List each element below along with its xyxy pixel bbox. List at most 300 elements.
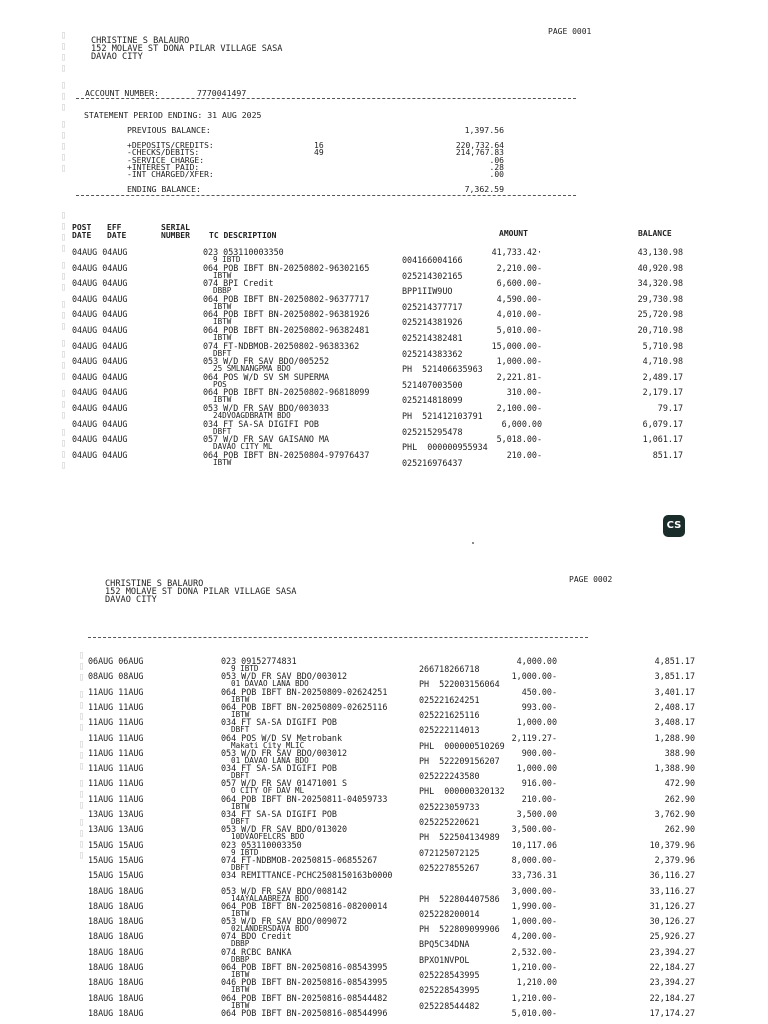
- transaction-reference: 004166004166: [402, 255, 463, 265]
- transaction-subcode: 10DVAOFELCRS BDO: [231, 832, 305, 842]
- transaction-subcode: POS: [213, 379, 227, 389]
- header-eff-date: EFF DATE: [107, 223, 127, 240]
- transaction-balance: 1,288.90: [654, 732, 695, 743]
- table-row: [0, 657, 768, 672]
- header-serial-number: SERIAL NUMBER: [161, 223, 190, 240]
- transaction-description: 064 POB IBFT BN-20250816-08200014: [221, 900, 388, 911]
- transaction-subcode: IBTW: [213, 395, 232, 405]
- transaction-dates: 04AUG 04AUG: [72, 340, 128, 351]
- summary-label: +INTEREST PAID:: [127, 162, 200, 172]
- address-street: 152 MOLAVE ST DONA PILAR VILLAGE SASA: [91, 44, 283, 54]
- transaction-balance: 22,184.27: [649, 992, 695, 1003]
- transaction-dates: 13AUG 13AUG: [88, 809, 144, 819]
- transaction-subcode: 01 DAVAO LANA BDO: [231, 755, 309, 765]
- transaction-reference: PH 521412103791: [402, 411, 483, 421]
- summary-amount: .06: [489, 155, 504, 165]
- header-balance: BALANCE: [638, 229, 672, 238]
- transaction-subcode: 25 SMLNANGPMA BDO: [213, 364, 291, 374]
- transaction-balance: 33,116.27: [649, 885, 695, 896]
- transaction-subcode: DBFT: [231, 862, 250, 872]
- transaction-amount: 10,117.06: [511, 839, 557, 850]
- transaction-subcode: IBTW: [231, 985, 250, 995]
- transaction-amount: 41,733.42·: [491, 247, 542, 257]
- table-row: [0, 902, 768, 917]
- transaction-dates: 04AUG 04AUG: [72, 387, 128, 398]
- address-city: DAVAO CITY: [91, 52, 143, 62]
- transaction-balance: 2,489.17: [642, 371, 683, 382]
- transaction-subcode: 14AYALAABREZA BDO: [231, 893, 309, 903]
- transaction-balance: 2,179.17: [642, 387, 683, 398]
- transaction-balance: 262.90: [664, 793, 695, 804]
- transaction-dates: 11AUG 11AUG: [88, 701, 144, 712]
- transaction-subcode: IBTW: [231, 694, 250, 704]
- transaction-amount: 15,000.00-: [491, 340, 542, 351]
- transaction-subcode: 01 DAVAO LANA BDO: [231, 679, 309, 689]
- header-tc-description: TC DESCRIPTION: [209, 231, 277, 240]
- transaction-dates: 04AUG 04AUG: [72, 418, 128, 429]
- transaction-reference: 521407003500: [402, 379, 463, 390]
- transaction-subcode: DBFT: [213, 426, 232, 436]
- header-amount: AMOUNT: [499, 229, 528, 238]
- transaction-reference: PHL 000000955934: [402, 442, 488, 453]
- table-row: [0, 871, 768, 886]
- address-city: DAVAO CITY: [105, 595, 157, 605]
- transaction-dates: 11AUG 11AUG: [88, 793, 144, 804]
- divider: [76, 195, 576, 196]
- transaction-description: 034 FT SA-SA DIGIFI POB: [221, 763, 337, 774]
- transaction-balance: 22,184.27: [649, 962, 695, 972]
- transaction-subcode: IBTW: [213, 457, 232, 467]
- page-number: PAGE 0002: [569, 575, 613, 584]
- table-row: [0, 841, 768, 856]
- summary-amount: 214,767.83: [455, 148, 504, 158]
- transaction-balance: 2,408.17: [654, 701, 695, 712]
- transaction-dates: 04AUG 04AUG: [72, 262, 128, 273]
- transaction-balance: 34,320.98: [637, 278, 683, 289]
- transaction-subcode: 9 IBTD: [213, 255, 241, 264]
- transaction-balance: 40,920.98: [637, 262, 683, 273]
- transaction-amount: 4,590.00-: [496, 293, 542, 304]
- summary-label: -INT CHARGED/XFER:: [127, 170, 214, 180]
- transaction-amount: 2,210.00-: [496, 262, 542, 273]
- transaction-description: 064 POB IBFT BN-20250809-02625116: [221, 701, 388, 712]
- scan-margin-noise: ▯▯▯▯ ▯▯▯ ▯▯▯▯▯: [58, 30, 69, 175]
- transaction-balance: 30,126.27: [649, 916, 695, 927]
- transaction-balance: 388.90: [664, 747, 695, 758]
- transaction-dates: 11AUG 11AUG: [88, 686, 144, 697]
- table-row: [0, 703, 768, 718]
- table-row: [0, 749, 768, 764]
- table-row: [0, 387, 768, 406]
- transaction-balance: 262.90: [664, 824, 695, 835]
- transaction-description: 064 POB IBFT BN-20250802-96302165: [203, 262, 370, 273]
- transaction-balance: 79.17: [657, 403, 683, 413]
- transaction-description: 053 W/D FR SAV BDO/003012: [221, 747, 348, 758]
- table-row: [0, 451, 768, 466]
- summary-label: -CHECKS/DEBITS:: [127, 148, 200, 158]
- transaction-reference: 025215295478: [402, 426, 463, 437]
- transaction-description: 053 W/D FR SAV BDO/013020: [221, 824, 348, 835]
- page-number: PAGE 0001: [548, 27, 592, 36]
- scan-margin-noise: ▯▯▯▯ ▯▯▯ ▯▯▯ ▯▯▯▯ ▯▯▯ ▯▯▯▯: [58, 210, 69, 472]
- transaction-reference: 025214377717: [402, 301, 463, 312]
- transaction-dates: 18AUG 18AUG: [88, 992, 144, 1003]
- transaction-dates: 18AUG 18AUG: [88, 900, 144, 911]
- transaction-description: 064 POB IBFT BN-20250802-96377717: [203, 293, 370, 304]
- transaction-amount: 2,100.00-: [496, 403, 542, 413]
- transaction-dates: 13AUG 13AUG: [88, 824, 144, 835]
- table-row: [0, 373, 768, 388]
- transaction-dates: 18AUG 18AUG: [88, 931, 144, 942]
- transaction-dates: 15AUG 15AUG: [88, 854, 144, 865]
- transaction-dates: 18AUG 18AUG: [88, 946, 144, 957]
- transaction-balance: 6,079.17: [642, 418, 683, 429]
- transaction-balance: 3,851.17: [654, 671, 695, 682]
- transaction-subcode: DBFT: [231, 771, 250, 781]
- transaction-reference: PH 522809099906: [419, 924, 500, 935]
- transaction-reference: PH 522003156064: [419, 679, 500, 690]
- table-row: [0, 671, 768, 690]
- table-row: [0, 948, 768, 963]
- transaction-dates: 04AUG 04AUG: [72, 403, 128, 413]
- ending-balance: 7,362.59: [464, 184, 504, 194]
- transaction-description: 074 BPI Credit: [203, 278, 274, 289]
- transaction-reference: 025228543995: [419, 970, 480, 980]
- transaction-dates: 18AUG 18AUG: [88, 916, 144, 927]
- transaction-subcode: IBTW: [231, 970, 250, 979]
- transaction-reference: PHL 000000510269: [419, 740, 505, 751]
- transaction-amount: 3,000.00-: [511, 885, 557, 896]
- transaction-amount: 450.00-: [521, 686, 557, 697]
- transaction-reference: 025227855267: [419, 862, 480, 873]
- table-row: [0, 778, 768, 797]
- transaction-reference: BPXO1NVPOL: [419, 954, 470, 965]
- transaction-dates: 08AUG 08AUG: [88, 671, 144, 682]
- summary-amount: 220,732.64: [455, 141, 504, 150]
- transaction-dates: 04AUG 04AUG: [72, 356, 128, 367]
- transaction-description: 064 POB IBFT BN-20250802-96382481: [203, 325, 370, 335]
- transaction-description: 074 RCBC BANKA: [221, 946, 292, 957]
- transaction-dates: 11AUG 11AUG: [88, 747, 144, 758]
- transaction-balance: 17,174.27: [649, 1007, 695, 1018]
- transaction-description: 034 FT SA-SA DIGIFI POB: [203, 418, 319, 429]
- transaction-reference: 025216976437: [402, 457, 463, 468]
- transaction-amount: 310.00-: [506, 387, 542, 398]
- transaction-description: 064 POB IBFT BN-20250809-02624251: [221, 686, 388, 697]
- transaction-dates: 04AUG 04AUG: [72, 309, 128, 320]
- header-post-date: POST DATE: [72, 223, 92, 240]
- table-row: [0, 810, 768, 825]
- transaction-amount: 8,000.00-: [511, 854, 557, 865]
- transaction-amount: 6,600.00-: [496, 278, 542, 289]
- transaction-balance: 3,401.17: [654, 686, 695, 697]
- transaction-dates: 18AUG 18AUG: [88, 977, 144, 988]
- transaction-amount: 5,010.00-: [496, 325, 542, 335]
- transaction-amount: 1,000.00: [516, 763, 557, 774]
- transaction-amount: 1,000.00-: [511, 671, 557, 682]
- transaction-dates: 15AUG 15AUG: [88, 839, 144, 850]
- transaction-description: 064 POB IBFT BN-20250804-97976437: [203, 449, 370, 460]
- transaction-description: 034 FT SA-SA DIGIFI POB: [221, 717, 337, 728]
- statement-page-2: [0, 530, 768, 1024]
- transaction-amount: 1,000.00-: [511, 916, 557, 927]
- transaction-dates: 11AUG 11AUG: [88, 778, 144, 789]
- transaction-description: 064 POB IBFT BN-20250811-04059733: [221, 793, 388, 804]
- transaction-reference: 072125072125: [419, 847, 480, 858]
- statement-period: STATEMENT PERIOD ENDING: 31 AUG 2025: [84, 110, 262, 120]
- transaction-dates: 04AUG 04AUG: [72, 434, 128, 445]
- transaction-balance: 20,710.98: [637, 325, 683, 335]
- table-row: [0, 356, 768, 375]
- transaction-description: 074 BDO Credit: [221, 931, 292, 942]
- transaction-balance: 5,710.98: [642, 340, 683, 351]
- transaction-amount: 916.00-: [521, 778, 557, 789]
- table-row: [0, 420, 768, 435]
- transaction-amount: 5,018.00-: [496, 434, 542, 445]
- transaction-balance: 29,730.98: [637, 293, 683, 304]
- transaction-dates: 11AUG 11AUG: [88, 732, 144, 743]
- transaction-balance: 472.90: [664, 778, 695, 789]
- transaction-subcode: IBTW: [231, 1000, 250, 1010]
- transaction-amount: 993.00-: [521, 701, 557, 712]
- transaction-dates: 11AUG 11AUG: [88, 763, 144, 774]
- table-row: [0, 824, 768, 843]
- transaction-balance: 4,851.17: [654, 656, 695, 666]
- transaction-amount: 900.00-: [521, 747, 557, 758]
- transaction-balance: 36,116.27: [649, 870, 695, 881]
- transaction-description: 064 POB IBFT BN-20250816-08543995: [221, 962, 388, 972]
- table-row: [0, 309, 768, 328]
- transaction-reference: 025214383362: [402, 348, 463, 359]
- summary-amount: .00: [489, 170, 504, 180]
- transaction-dates: 06AUG 06AUG: [88, 656, 144, 666]
- transaction-balance: 3,408.17: [654, 717, 695, 728]
- transaction-reference: 025214382481: [402, 333, 463, 343]
- transaction-amount: 210.00-: [506, 449, 542, 460]
- transaction-subcode: DBFT: [231, 725, 250, 735]
- transaction-balance: 25,926.27: [649, 931, 695, 942]
- table-row: [0, 717, 768, 736]
- address-name: CHRISTINE S BALAURO: [105, 579, 204, 589]
- summary-label: +DEPOSITS/CREDITS:: [127, 141, 214, 150]
- transaction-reference: 025222114013: [419, 725, 480, 736]
- transaction-description: 046 POB IBFT BN-20250816-08543995: [221, 977, 388, 988]
- transaction-description: 023 09152774831: [221, 656, 297, 666]
- transaction-balance: 23,394.27: [649, 977, 695, 988]
- table-row: [0, 688, 768, 703]
- table-row: [0, 856, 768, 871]
- transaction-subcode: IBTW: [213, 333, 232, 342]
- transaction-description: 074 FT-NDBMOB-20250815-06855267: [221, 854, 378, 865]
- transaction-amount: 3,500.00: [516, 809, 557, 819]
- transaction-description: 053 W/D FR SAV BDO/005252: [203, 356, 330, 367]
- transaction-amount: 6,000.00: [501, 418, 542, 429]
- transaction-reference: PH 522504134989: [419, 832, 500, 843]
- transaction-amount: 210.00-: [521, 793, 557, 804]
- transaction-balance: 10,379.96: [649, 839, 695, 850]
- summary-count: 49: [314, 148, 324, 158]
- previous-balance-label: PREVIOUS BALANCE:: [127, 125, 211, 135]
- transaction-balance: 1,388.90: [654, 763, 695, 774]
- transaction-subcode: DBFT: [231, 817, 250, 826]
- transaction-subcode: 9 IBTD: [231, 847, 259, 857]
- previous-balance: 1,397.56: [464, 125, 504, 135]
- transaction-description: 074 FT-NDBMOB-20250802-96383362: [203, 340, 360, 351]
- transaction-reference: 025221624251: [419, 694, 480, 705]
- table-row: [0, 404, 768, 419]
- transaction-reference: 025228543995: [419, 985, 480, 996]
- transaction-reference: 025221625116: [419, 709, 480, 720]
- transaction-reference: 025228200014: [419, 908, 480, 919]
- transaction-reference: BPQ5C34DNA: [419, 939, 470, 950]
- transaction-description: 023 053110003350: [203, 247, 284, 257]
- transaction-reference: PH 522804407586: [419, 893, 500, 904]
- table-row: [0, 326, 768, 341]
- transaction-description: 064 POS W/D SV Metrobank: [221, 732, 343, 743]
- transaction-balance: 851.17: [652, 449, 683, 460]
- transaction-balance: 4,710.98: [642, 356, 683, 367]
- transaction-dates: 04AUG 04AUG: [72, 325, 128, 335]
- transaction-dates: 04AUG 04AUG: [72, 449, 128, 460]
- transaction-subcode: IBTW: [231, 908, 250, 918]
- transaction-subcode: 9 IBTD: [231, 664, 259, 673]
- table-row: [0, 734, 768, 749]
- transaction-reference: 025214818099: [402, 395, 463, 406]
- scan-margin-noise: ▯▯▯ ▯▯▯▯ ▯▯▯ ▯▯▯ ▯▯▯▯: [76, 650, 87, 862]
- transaction-description: 057 W/D FR SAV GAISANO MA: [203, 434, 330, 445]
- transaction-reference: BPP1IIW9UO: [402, 286, 453, 297]
- transaction-subcode: DBBP: [213, 286, 232, 296]
- transaction-subcode: DBBP: [231, 939, 250, 949]
- transaction-reference: 025214381926: [402, 317, 463, 328]
- table-row: [0, 963, 768, 978]
- transaction-balance: 25,720.98: [637, 309, 683, 320]
- table-row: [0, 916, 768, 935]
- transaction-reference: PH 522209156207: [419, 755, 500, 766]
- transaction-description: 053 W/D FR SAV BDO/008142: [221, 885, 348, 896]
- table-row: [0, 763, 768, 782]
- transaction-dates: 15AUG 15AUG: [88, 870, 144, 881]
- transaction-amount: 1,210.00-: [511, 962, 557, 972]
- transaction-subcode: DAVAO CITY ML: [213, 442, 273, 452]
- transaction-subcode: 02LANDERSDAVA BDO: [231, 924, 309, 934]
- transaction-reference: 025228544482: [419, 1000, 480, 1011]
- transaction-description: 064 POS W/D SV SM SUPERMA: [203, 371, 330, 382]
- transaction-dates: 04AUG 04AUG: [72, 247, 128, 257]
- transaction-subcode: 24DVOAGDBRATM BDO: [213, 411, 291, 420]
- transaction-subcode: O CITY OF DAV ML: [231, 786, 305, 796]
- transaction-description: 053 W/D FR SAV BDO/003012: [221, 671, 348, 682]
- transaction-dates: 04AUG 04AUG: [72, 293, 128, 304]
- table-row: [0, 295, 768, 310]
- ending-balance-label: ENDING BALANCE:: [127, 184, 201, 194]
- transaction-description: 057 W/D FR SAV 01471001 S: [221, 778, 348, 789]
- transaction-amount: 2,221.81-: [496, 371, 542, 382]
- transaction-description: 053 W/D FR SAV BDO/003033: [203, 403, 330, 413]
- transaction-balance: 43,130.98: [637, 247, 683, 257]
- transaction-subcode: IBTW: [231, 801, 250, 811]
- account-number: 7770041497: [197, 88, 247, 98]
- table-row: [0, 342, 768, 357]
- transaction-reference: 025214302165: [402, 270, 463, 281]
- transaction-reference: PHL 000000320132: [419, 786, 505, 797]
- transaction-amount: 2,532.00-: [511, 946, 557, 957]
- address-name: CHRISTINE S BALAURO: [91, 36, 190, 46]
- transaction-reference: PH 521406635963: [402, 364, 483, 375]
- table-row: [0, 248, 768, 263]
- table-row: [0, 434, 768, 453]
- transaction-amount: 1,990.00-: [511, 900, 557, 911]
- summary-count: 16: [314, 141, 324, 150]
- address-street: 152 MOLAVE ST DONA PILAR VILLAGE SASA: [105, 587, 297, 597]
- transaction-description: 064 POB IBFT BN-20250802-96381926: [203, 309, 370, 320]
- table-row: [0, 931, 768, 950]
- transaction-description: 034 FT SA-SA DIGIFI POB: [221, 809, 337, 819]
- transaction-description: 064 POB IBFT BN-20250816-08544996: [221, 1007, 388, 1018]
- table-row: [0, 994, 768, 1009]
- transaction-amount: 1,210.00: [516, 977, 557, 988]
- divider: [76, 98, 576, 99]
- transaction-subcode: IBTW: [213, 317, 232, 327]
- transaction-reference: 025225220621: [419, 817, 480, 827]
- transaction-amount: 4,200.00-: [511, 931, 557, 942]
- transaction-balance: 23,394.27: [649, 946, 695, 957]
- camscanner-badge-icon: CS: [663, 515, 685, 537]
- transaction-amount: 4,000.00: [516, 656, 557, 666]
- transaction-description: 064 POB IBFT BN-20250816-08544482: [221, 992, 388, 1003]
- table-row: [0, 977, 768, 996]
- table-row: [0, 795, 768, 810]
- transaction-dates: 04AUG 04AUG: [72, 278, 128, 289]
- transaction-amount: 1,210.00-: [511, 992, 557, 1003]
- table-row: [0, 264, 768, 279]
- transaction-dates: 18AUG 18AUG: [88, 962, 144, 972]
- transaction-balance: 3,762.90: [654, 809, 695, 819]
- transaction-reference: 025223059733: [419, 801, 480, 812]
- transaction-dates: 18AUG 18AUG: [88, 1007, 144, 1018]
- table-row: [0, 887, 768, 902]
- transaction-subcode: IBTW: [213, 301, 232, 311]
- summary-label: -SERVICE CHARGE:: [127, 155, 205, 165]
- transaction-reference: 025222243580: [419, 771, 480, 782]
- transaction-balance: 2,379.96: [654, 854, 695, 865]
- transaction-subcode: IBTW: [213, 270, 232, 280]
- transaction-balance: 1,061.17: [642, 434, 683, 445]
- table-row: [0, 278, 768, 297]
- transaction-dates: 04AUG 04AUG: [72, 371, 128, 382]
- transaction-reference: 266718266718: [419, 664, 480, 674]
- transaction-balance: 31,126.27: [649, 900, 695, 911]
- transaction-description: 053 W/D FR SAV BDO/009072: [221, 916, 348, 927]
- transaction-description: 064 POB IBFT BN-20250802-96818099: [203, 387, 370, 398]
- transaction-subcode: DBFT: [213, 348, 232, 358]
- transaction-amount: 33,736.31: [511, 870, 557, 881]
- transaction-description: 023 053110003350: [221, 839, 302, 850]
- transaction-amount: 2,119.27-: [511, 732, 557, 743]
- transaction-subcode: Makati City MLIC: [231, 740, 305, 750]
- transaction-dates: 18AUG 18AUG: [88, 885, 144, 896]
- transaction-dates: 11AUG 11AUG: [88, 717, 144, 728]
- summary-amount: .28: [489, 162, 504, 172]
- transaction-amount: 4,010.00-: [496, 309, 542, 320]
- transaction-amount: 5,010.00-: [511, 1007, 557, 1018]
- account-number-label: ACCOUNT NUMBER:: [85, 88, 159, 98]
- transaction-amount: 3,500.00-: [511, 824, 557, 835]
- transaction-amount: 1,000.00-: [496, 356, 542, 367]
- transaction-amount: 1,000.00: [516, 717, 557, 728]
- transaction-subcode: IBTW: [231, 709, 250, 719]
- table-row: [0, 1009, 768, 1024]
